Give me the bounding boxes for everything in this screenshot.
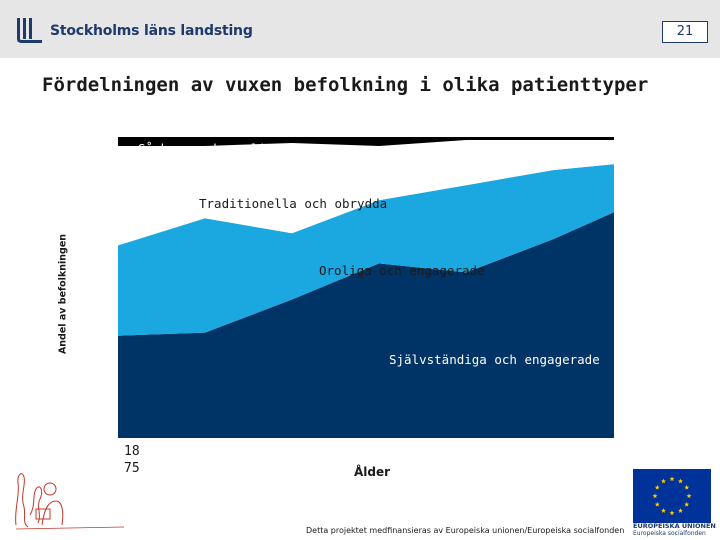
- x-axis-end-label: 75: [124, 461, 140, 476]
- series-label-sjalvstandiga: Självständiga och engagerade: [389, 352, 600, 367]
- page-number: 21: [662, 21, 708, 43]
- page-title: Fördelningen av vuxen befolkning i olika patienttyper: [42, 74, 649, 96]
- x-axis-label: Ålder: [354, 465, 391, 479]
- series-label-traditionella: Traditionella och obrydda: [199, 196, 388, 211]
- eu-label: EUROPEISKA UNIONEN: [633, 522, 716, 530]
- y-axis-label: Andel av befolkningen: [57, 233, 69, 355]
- organization-name: Stockholms läns landsting: [50, 23, 253, 39]
- series-label-sarbara: Sårbara och oroliga: [138, 141, 281, 156]
- series-label-oroliga: Oroliga och engagerade: [319, 263, 485, 278]
- eu-flag-icon: [633, 469, 711, 523]
- x-axis-start-label: 18: [124, 444, 140, 459]
- decorative-sketch-icon: [6, 455, 124, 535]
- funding-footnote: Detta projektet medfinansieras av Europeiska unionen/Europeiska socialfonden: [306, 526, 625, 535]
- eu-sublabel: Europeiska socialfonden: [633, 530, 706, 537]
